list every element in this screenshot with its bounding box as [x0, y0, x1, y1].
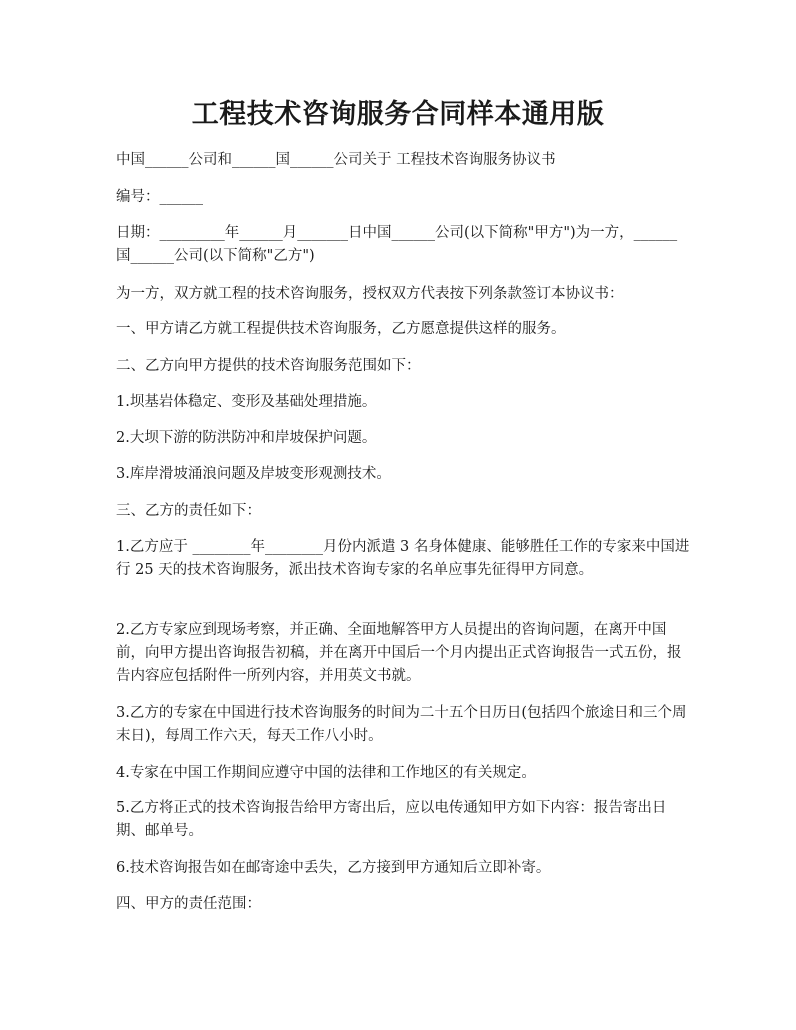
list-item: 2.乙方专家应到现场考察，并正确、全面地解答甲方人员提出的咨询问题，在离开中国前，向甲方提出咨询报告初稿，并在离开中国后一个月内提出正式咨询报告一式五份，报告内容应包括附件一所列内容，并用英文书就。	[116, 622, 682, 684]
contract-number: 编号：______	[116, 189, 203, 205]
document-title: 工程技术咨询服务合同样本通用版	[191, 99, 605, 130]
list-item: 5.乙方将正式的技术咨询报告给甲方寄出后，应以电传通知甲方如下内容：报告寄出日期、邮单号。	[116, 800, 667, 839]
section-2-heading: 二、乙方向甲方提供的技术咨询服务范围如下：	[116, 358, 421, 374]
section-1: 一、甲方请乙方就工程提供技术咨询服务，乙方愿意提供这样的服务。	[116, 321, 566, 337]
date-and-parties: 日期：_________年______月_______日中国______公司(以下简称"甲方")为一方，______国______公司(以下简称"乙方")	[116, 225, 678, 264]
preamble: 为一方，双方就工程的技术咨询服务，授权双方代表按下列条款签订本协议书：	[116, 286, 624, 302]
list-item: 1.坝基岩体稳定、变形及基础处理措施。	[116, 394, 377, 410]
list-item: 3.乙方的专家在中国进行技术咨询服务的时间为二十五个日历日(包括四个旅途日和三个周末日)，每周工作六天，每天工作八小时。	[116, 705, 687, 744]
section-4-heading: 四、甲方的责任范围：	[116, 896, 261, 912]
list-item: 3.库岸滑坡涌浪问题及岸坡变形观测技术。	[116, 466, 391, 482]
list-item: 2.大坝下游的防洪防冲和岸坡保护问题。	[116, 430, 377, 446]
list-item: 4.专家在中国工作期间应遵守中国的法律和工作地区的有关规定。	[116, 765, 536, 781]
section-3-heading: 三、乙方的责任如下：	[116, 503, 261, 519]
list-item: 6.技术咨询报告如在邮寄途中丢失，乙方接到甲方通知后立即补寄。	[116, 860, 551, 876]
list-item: 1.乙方应于 ________年________月份内派遣 3 名身体健康、能够胜任工作的专家来中国进行 25 天的技术咨询服务，派出技术咨询专家的名单应事先征得甲方同意。	[116, 539, 690, 578]
parties-line: 中国______公司和______国______公司关于 工程技术咨询服务协议书	[116, 152, 556, 168]
